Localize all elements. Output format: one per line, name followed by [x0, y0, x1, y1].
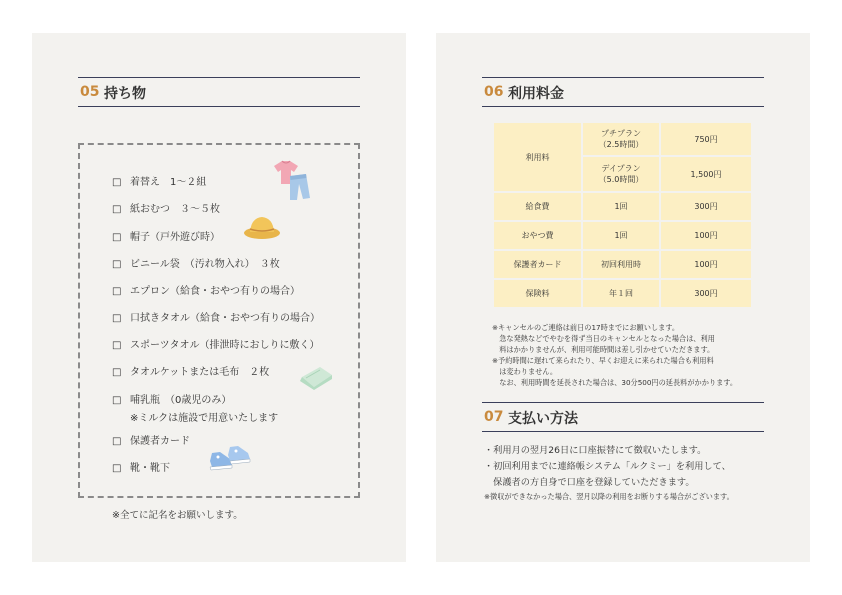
- fee-note-line: は変わりません。: [492, 367, 558, 377]
- checklist-item: □ 帽子（戸外遊び時）: [112, 232, 220, 243]
- checklist-item: □ 紙おむつ ３～５枚: [112, 204, 220, 215]
- checkbox-icon: □: [112, 259, 122, 270]
- fee-note-line: なお、利用時間を延長された場合は、30分500円の延長料がかかります。: [492, 378, 738, 388]
- checklist-item: □ 保護者カード: [112, 436, 190, 447]
- checklist-item: □ スポーツタオル（排泄時におしりに敷く）: [112, 340, 320, 351]
- fee-unit-insurance: 年１回: [583, 280, 659, 307]
- shoes-icon: [208, 443, 254, 473]
- payment-note: ※徴収ができなかった場合、翌月以降の利用をお断りする場合がございます。: [484, 492, 734, 501]
- section-number: 05: [80, 84, 100, 100]
- fee-price-insurance: 300円: [661, 280, 751, 307]
- checkbox-icon: □: [112, 395, 122, 406]
- section-title: 利用料金: [508, 86, 564, 102]
- fee-label-lunch: 給食費: [494, 193, 581, 220]
- payment-line: ・利用月の翌月26日に口座振替にて徴収いたします。: [484, 445, 707, 456]
- checklist-item: □ エプロン（給食・おやつ有りの場合）: [112, 286, 300, 297]
- section-header-belongings: [78, 77, 360, 107]
- checkbox-icon: □: [112, 204, 122, 215]
- fee-price-lunch: 300円: [661, 193, 751, 220]
- section-header-fees: [482, 77, 764, 107]
- fee-price-card: 100円: [661, 251, 751, 278]
- fee-label-snack: おやつ費: [494, 222, 581, 249]
- fee-note-line: ※予約時間に遅れて来られたり、早くお迎えに来られた場合も利用料: [492, 356, 714, 366]
- checkbox-icon: □: [112, 177, 122, 188]
- fee-label-insurance: 保険料: [494, 280, 581, 307]
- checkbox-icon: □: [112, 436, 122, 447]
- clothes-icon: [270, 158, 318, 204]
- fee-table: [492, 121, 753, 309]
- fee-notes: [492, 322, 737, 389]
- checkbox-icon: □: [112, 367, 122, 378]
- checkbox-icon: □: [112, 286, 122, 297]
- checkbox-icon: □: [112, 232, 122, 243]
- checkbox-icon: □: [112, 463, 122, 474]
- fee-plan-day: デイプラン （5.0時間）: [583, 157, 659, 191]
- footer-note: ※全てに記名をお願いします。: [112, 510, 243, 521]
- checklist-item: □ タオルケットまたは毛布 ２枚: [112, 367, 270, 378]
- payment-text: [484, 443, 734, 503]
- fee-note-line: ※キャンセルのご連絡は前日の17時までにお願いします。: [492, 323, 680, 332]
- section-header-payment: [482, 402, 764, 432]
- fee-price-snack: 100円: [661, 222, 751, 249]
- payment-line: 保護者の方自身で口座を登録していただきます。: [484, 477, 695, 488]
- checkbox-icon: □: [112, 313, 122, 324]
- fee-unit-snack: 1回: [583, 222, 659, 249]
- checklist-item: □ 哺乳瓶 （0歳児のみ） ※ミルクは施設で用意いたします: [112, 395, 279, 424]
- item-note: ※ミルクは施設で用意いたします: [130, 413, 279, 424]
- fee-price-day: 1,500円: [661, 157, 751, 191]
- fee-price-petit: 750円: [661, 123, 751, 155]
- fee-unit-lunch: 1回: [583, 193, 659, 220]
- checklist-item: □ 靴・靴下: [112, 463, 170, 474]
- checklist-item: □ 口拭きタオル（給食・おやつ有りの場合）: [112, 313, 320, 324]
- hat-icon: [243, 213, 281, 241]
- towel-icon: [298, 363, 334, 391]
- fee-note-line: 急な発熱などでやむを得ず当日のキャンセルとなった場合は、利用: [492, 334, 715, 344]
- left-page: [32, 33, 406, 562]
- fee-plan-petit: プチプラン （2.5時間）: [583, 123, 659, 155]
- fee-note-line: 料はかかりませんが、利用可能時間は差し引かせていただきます。: [492, 345, 715, 355]
- payment-line: ・初回利用までに連絡帳システム「ルクミー」を利用して、: [484, 461, 731, 472]
- section-number: 07: [484, 409, 504, 425]
- section-title: 支払い方法: [508, 411, 578, 427]
- fee-label-usage: 利用料: [494, 123, 581, 191]
- checklist-item: □ ビニール袋 （汚れ物入れ） ３枚: [112, 259, 280, 270]
- fee-unit-card: 初回利用時: [583, 251, 659, 278]
- right-page: [436, 33, 810, 562]
- fee-label-card: 保護者カード: [494, 251, 581, 278]
- section-title: 持ち物: [104, 86, 146, 102]
- section-number: 06: [484, 84, 504, 100]
- checklist-item: □ 着替え 1～２組: [112, 177, 207, 188]
- checkbox-icon: □: [112, 340, 122, 351]
